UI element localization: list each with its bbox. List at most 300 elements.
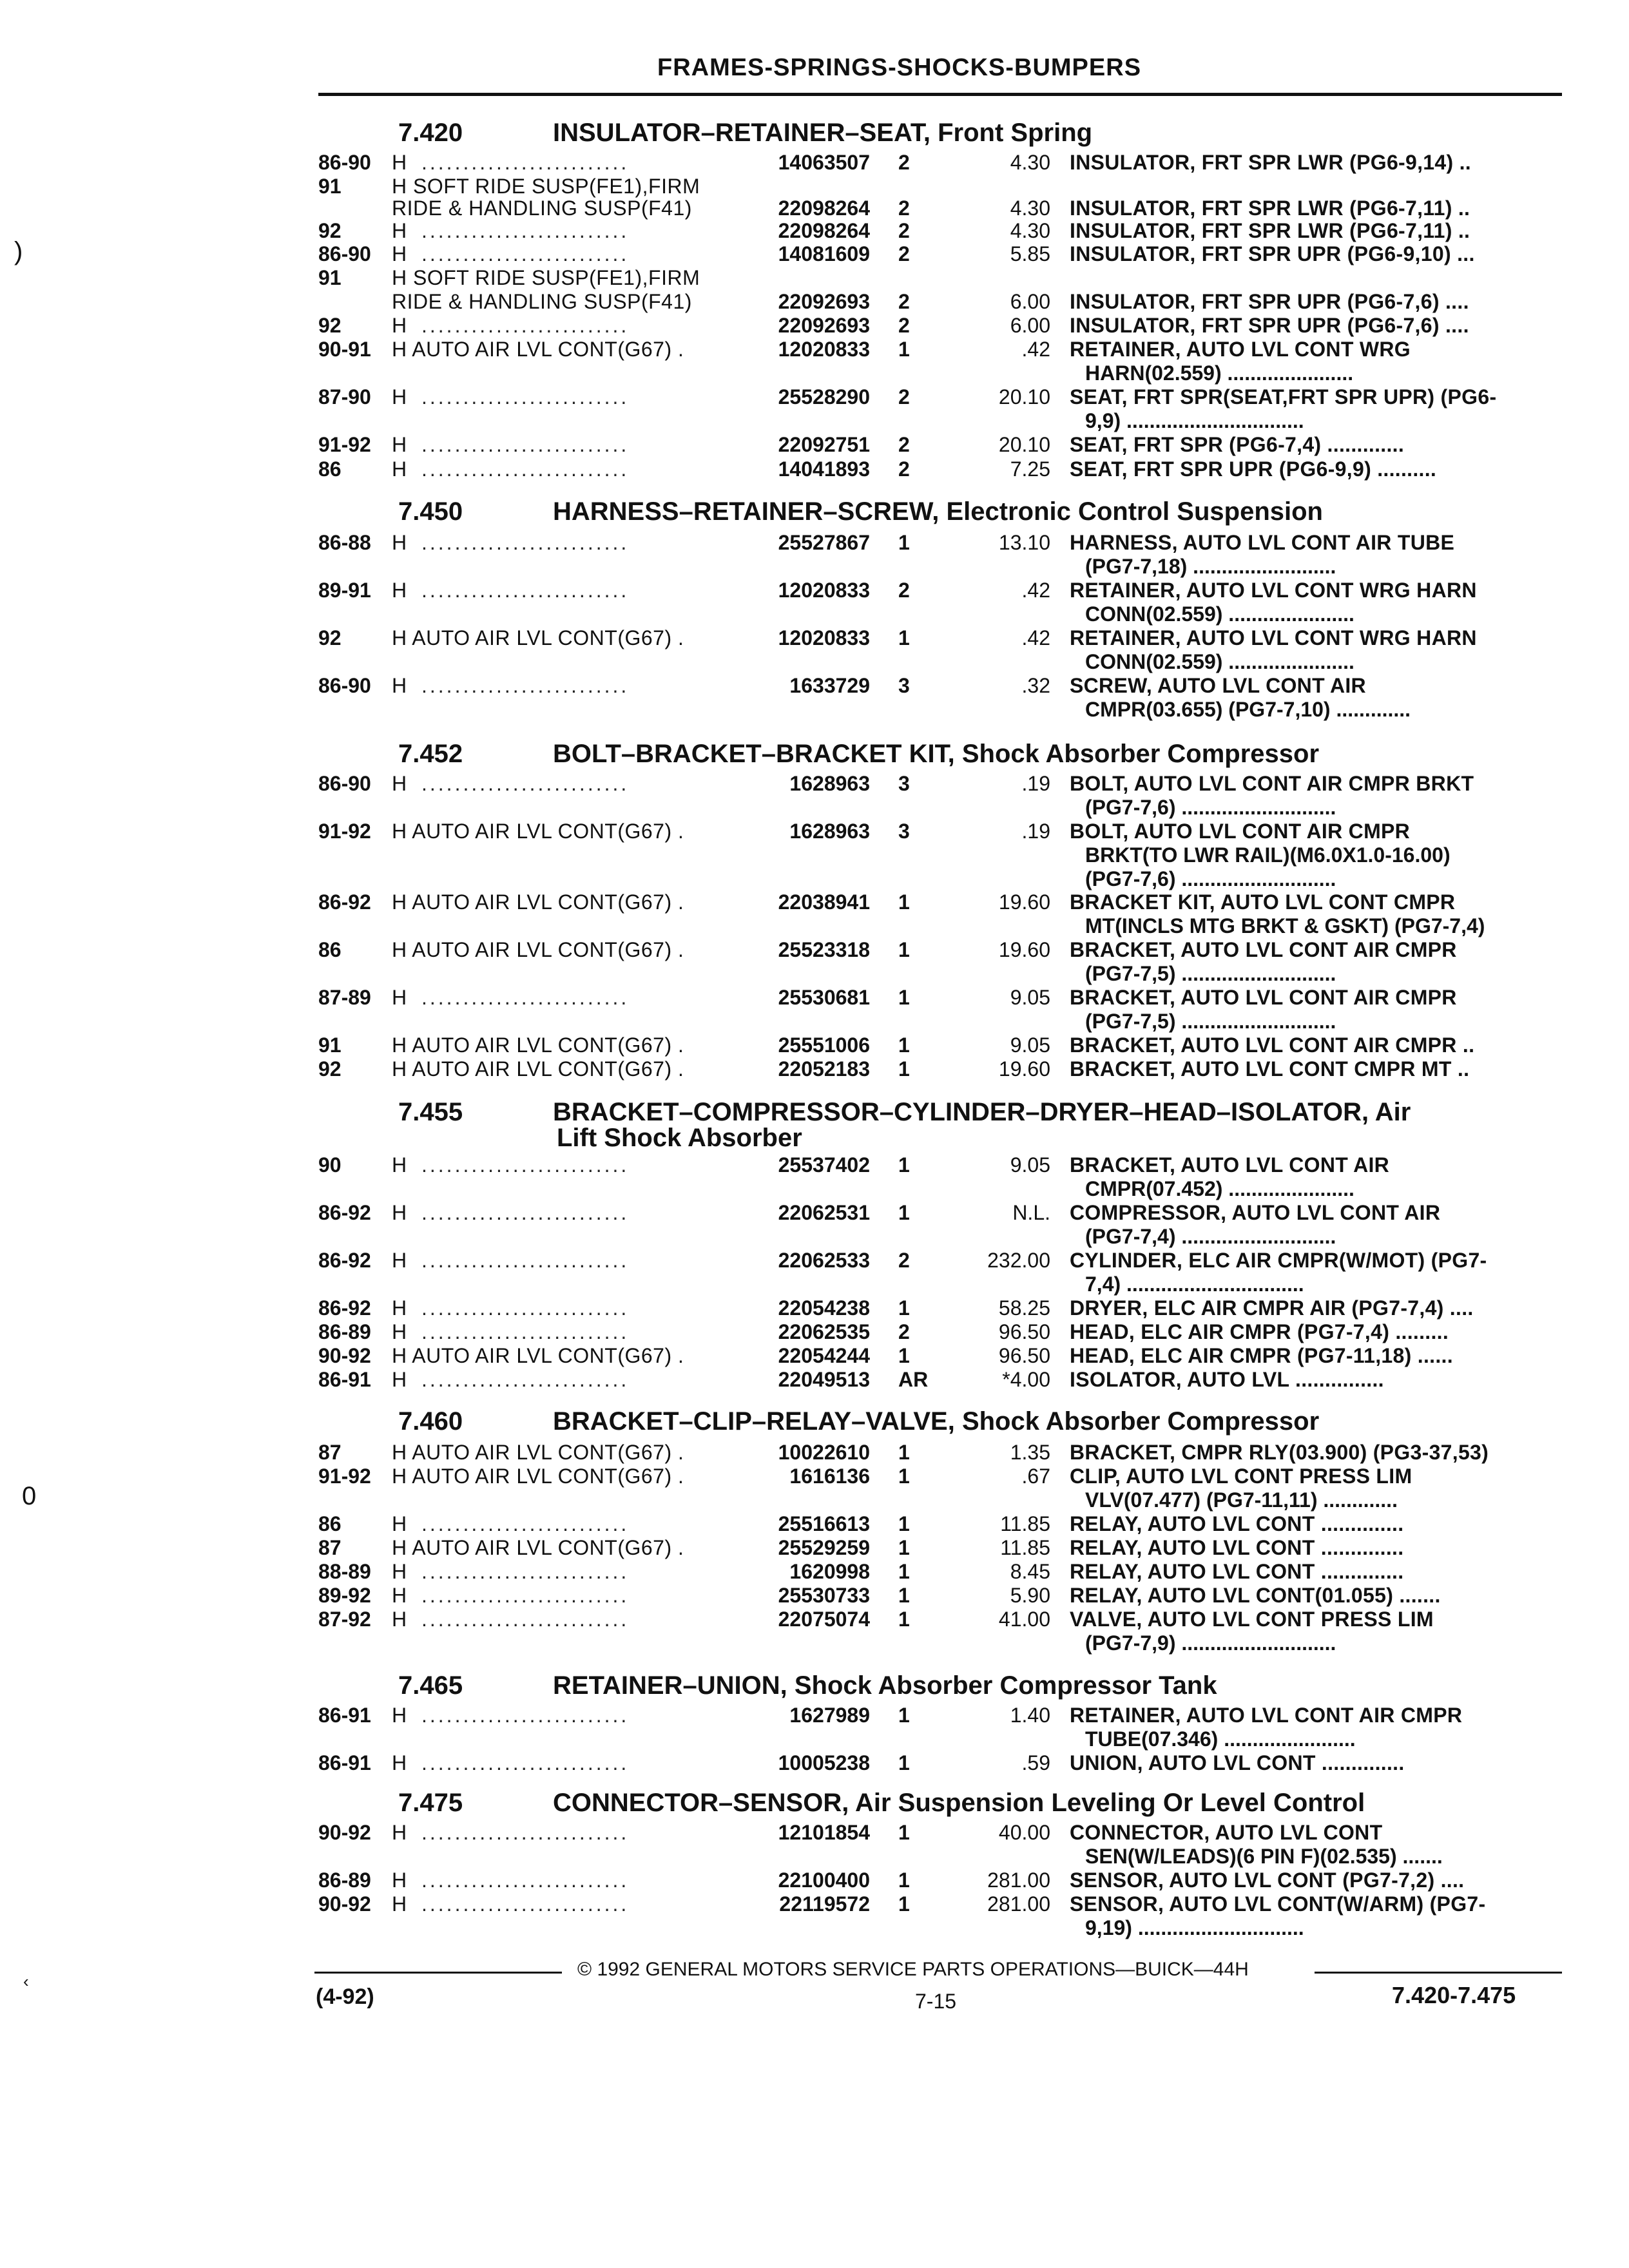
table-row — [318, 1033, 1568, 1058]
price: .42 — [1021, 338, 1050, 361]
part-number: 22052183 — [778, 1057, 870, 1081]
part-number: 12020833 — [778, 579, 870, 602]
table-row — [318, 266, 1568, 291]
usage-description: H AUTO AIR LVL CONT(G67) . — [392, 820, 684, 843]
price: 281.00 — [987, 1869, 1050, 1892]
quantity: 1 — [898, 531, 910, 554]
usage-description: H AUTO AIR LVL CONT(G67) . — [392, 1441, 684, 1464]
part-number: 22075074 — [778, 1608, 870, 1631]
usage-description: H — [392, 1368, 407, 1391]
usage-description: H — [392, 1560, 407, 1583]
model-years: 86-89 — [318, 1869, 371, 1892]
table-row — [318, 772, 1568, 796]
part-number: 1627989 — [789, 1704, 870, 1727]
part-name: INSULATOR, FRT SPR UPR (PG6-7,6) .... — [1070, 290, 1469, 313]
price: .67 — [1021, 1465, 1050, 1488]
part-name-continued: (PG7-7,5) ........................... — [1085, 962, 1336, 985]
price: 7.25 — [1010, 457, 1050, 481]
usage-description: H AUTO AIR LVL CONT(G67) . — [392, 338, 684, 361]
leader-dots: ......................... — [421, 242, 630, 265]
part-number: 12020833 — [778, 626, 870, 649]
part-name-continued: 7,4) ............................... — [1085, 1273, 1304, 1296]
table-row — [318, 314, 1568, 338]
part-name-continued: 9,9) ............................... — [1085, 409, 1304, 432]
table-row — [318, 1869, 1568, 1893]
price: .19 — [1021, 820, 1050, 843]
part-name-continued: HARN(02.559) ...................... — [1085, 361, 1354, 385]
part-number: 25530681 — [778, 986, 870, 1009]
part-number: 22092693 — [778, 290, 870, 313]
price: 19.60 — [998, 938, 1050, 961]
part-name-continued: CONN(02.559) ...................... — [1085, 650, 1354, 673]
section-number: 7.420 — [398, 119, 463, 147]
part-name: CYLINDER, ELC AIR CMPR(W/MOT) (PG7- — [1070, 1249, 1487, 1272]
quantity: 1 — [898, 1033, 910, 1057]
part-name: INSULATOR, FRT SPR LWR (PG6-7,11) .. — [1070, 197, 1470, 220]
table-row — [318, 626, 1568, 651]
part-number: 25516613 — [778, 1512, 870, 1535]
section-number: 7.460 — [398, 1407, 463, 1436]
leader-dots: ......................... — [421, 1320, 630, 1343]
price: 20.10 — [998, 433, 1050, 456]
price: 9.05 — [1010, 1153, 1050, 1177]
price: 1.40 — [1010, 1704, 1050, 1727]
model-years: 92 — [318, 219, 342, 242]
section-number: 7.450 — [398, 497, 463, 526]
table-row — [318, 890, 1568, 915]
leader-dots: ......................... — [421, 674, 630, 697]
part-name-continued: CONN(02.559) ...................... — [1085, 602, 1354, 626]
leader-dots: ......................... — [421, 1751, 630, 1774]
table-row — [318, 175, 1568, 199]
price: 58.25 — [998, 1296, 1050, 1320]
part-name-continued: VLV(07.477) (PG7-11,11) ............. — [1085, 1488, 1398, 1512]
section-number: 7.475 — [398, 1789, 463, 1817]
table-row — [318, 1201, 1568, 1225]
quantity: 2 — [898, 197, 910, 220]
model-years: 92 — [318, 314, 342, 337]
price: 232.00 — [987, 1249, 1050, 1272]
price: .42 — [1021, 579, 1050, 602]
quantity: 1 — [898, 1560, 910, 1583]
quantity: 2 — [898, 151, 910, 174]
part-name: INSULATOR, FRT SPR LWR (PG6-7,11) .. — [1070, 219, 1470, 242]
price: N.L. — [1012, 1201, 1050, 1224]
part-name: INSULATOR, FRT SPR LWR (PG6-9,14) .. — [1070, 151, 1472, 174]
usage-description: H — [392, 1892, 407, 1916]
part-name-continued: (PG7-7,5) ........................... — [1085, 1010, 1336, 1033]
price: 19.60 — [998, 1057, 1050, 1081]
price: .59 — [1021, 1751, 1050, 1774]
usage-description: H — [392, 219, 407, 242]
price: 4.30 — [1010, 219, 1050, 242]
quantity: 1 — [898, 1441, 910, 1464]
table-row — [318, 1441, 1568, 1465]
part-number: 22100400 — [778, 1869, 870, 1892]
model-years: 86-92 — [318, 890, 371, 914]
leader-dots: ......................... — [421, 1201, 630, 1224]
price: 19.60 — [998, 890, 1050, 914]
usage-description: H — [392, 1584, 407, 1607]
model-years: 90-92 — [318, 1892, 371, 1916]
leader-dots: ......................... — [421, 1608, 630, 1631]
footer-copyright: © 1992 GENERAL MOTORS SERVICE PARTS OPERATIONS—BUICK—44H — [577, 1959, 1249, 1980]
part-name: VALVE, AUTO LVL CONT PRESS LIM — [1070, 1608, 1434, 1631]
quantity: 3 — [898, 772, 910, 795]
part-name: CLIP, AUTO LVL CONT PRESS LIM — [1070, 1465, 1412, 1488]
part-number: 22049513 — [778, 1368, 870, 1391]
table-row — [318, 1584, 1568, 1608]
quantity: AR — [898, 1368, 929, 1391]
quantity: 1 — [898, 1536, 910, 1559]
model-years: 91 — [318, 1033, 342, 1057]
part-name: SEAT, FRT SPR (PG6-7,4) ............. — [1070, 433, 1405, 456]
part-name: BRACKET, AUTO LVL CONT AIR CMPR .. — [1070, 1033, 1475, 1057]
part-number: 22098264 — [778, 197, 870, 220]
quantity: 2 — [898, 433, 910, 456]
section-title-continued: Lift Shock Absorber — [557, 1124, 802, 1152]
usage-description: H — [392, 1153, 407, 1177]
model-years: 86-92 — [318, 1296, 371, 1320]
leader-dots: ......................... — [421, 385, 630, 408]
price: *4.00 — [1002, 1368, 1050, 1391]
quantity: 1 — [898, 1751, 910, 1774]
table-row — [318, 674, 1568, 698]
leader-dots: ......................... — [421, 1560, 630, 1583]
footer-date: (4-92) — [316, 1984, 374, 2009]
table-row — [318, 1560, 1568, 1584]
quantity: 3 — [898, 674, 910, 697]
part-name-continued: CMPR(03.655) (PG7-7,10) ............. — [1085, 698, 1411, 721]
price: 5.85 — [1010, 242, 1050, 265]
table-row — [318, 579, 1568, 603]
price: 6.00 — [1010, 314, 1050, 337]
model-years: 86-89 — [318, 1320, 371, 1343]
leader-dots: ......................... — [421, 151, 630, 174]
model-years: 87-92 — [318, 1608, 371, 1631]
table-row — [318, 1512, 1568, 1537]
section-title: BRACKET–COMPRESSOR–CYLINDER–DRYER–HEAD–ISOLATOR, Air — [553, 1098, 1411, 1126]
part-name: INSULATOR, FRT SPR UPR (PG6-9,10) ... — [1070, 242, 1475, 265]
model-years: 87 — [318, 1441, 342, 1464]
leader-dots: ......................... — [421, 579, 630, 602]
part-number: 12101854 — [778, 1821, 870, 1844]
table-row — [318, 820, 1568, 844]
model-years: 86-92 — [318, 1249, 371, 1272]
part-number: 10022610 — [778, 1441, 870, 1464]
leader-dots: ......................... — [421, 457, 630, 481]
section-title: CONNECTOR–SENSOR, Air Suspension Leveling Or Level Control — [553, 1789, 1365, 1817]
section-number: 7.465 — [398, 1671, 463, 1700]
table-row — [318, 457, 1568, 482]
usage-description: H — [392, 1869, 407, 1892]
price: 281.00 — [987, 1892, 1050, 1916]
part-name-continued: (PG7-7,4) ........................... — [1085, 1225, 1336, 1248]
usage-description: H AUTO AIR LVL CONT(G67) . — [392, 1465, 684, 1488]
quantity: 2 — [898, 457, 910, 481]
part-number: 22038941 — [778, 890, 870, 914]
usage-description: H — [392, 457, 407, 481]
usage-description: H — [392, 579, 407, 602]
model-years: 87 — [318, 1536, 342, 1559]
table-row — [318, 1368, 1568, 1392]
table-row — [318, 1057, 1568, 1082]
model-years: 86-90 — [318, 151, 371, 174]
part-name: RELAY, AUTO LVL CONT .............. — [1070, 1512, 1404, 1535]
model-years: 91 — [318, 175, 342, 198]
part-name: SEAT, FRT SPR(SEAT,FRT SPR UPR) (PG6- — [1070, 385, 1497, 408]
model-years: 86-92 — [318, 1201, 371, 1224]
part-name: SEAT, FRT SPR UPR (PG6-9,9) .......... — [1070, 457, 1437, 481]
part-number: 22098264 — [778, 219, 870, 242]
table-row — [318, 938, 1568, 963]
model-years: 86-91 — [318, 1704, 371, 1727]
leader-dots: ......................... — [421, 1584, 630, 1607]
usage-description: H — [392, 314, 407, 337]
table-row — [318, 1344, 1568, 1369]
usage-description: H — [392, 674, 407, 697]
part-number: 22092751 — [778, 433, 870, 456]
quantity: 1 — [898, 1608, 910, 1631]
model-years: 92 — [318, 626, 342, 649]
model-years: 90-92 — [318, 1344, 371, 1367]
model-years: 86-90 — [318, 772, 371, 795]
leader-dots: ......................... — [421, 1249, 630, 1272]
part-name: BOLT, AUTO LVL CONT AIR CMPR — [1070, 820, 1411, 843]
leader-dots: ......................... — [421, 1368, 630, 1391]
leader-dots: ......................... — [421, 1296, 630, 1320]
price: 8.45 — [1010, 1560, 1050, 1583]
part-number: 22119572 — [779, 1892, 870, 1916]
part-number: 25551006 — [778, 1033, 870, 1057]
part-name-continued: BRKT(TO LWR RAIL)(M6.0X1.0-16.00) — [1085, 843, 1451, 867]
section-header — [398, 1098, 1411, 1127]
margin-mark-mid: 0 — [22, 1482, 37, 1510]
table-row — [318, 197, 1568, 221]
section-header — [398, 1789, 1365, 1818]
quantity: 3 — [898, 820, 910, 843]
footer-rule-left — [314, 1972, 562, 1974]
usage-description: H — [392, 1201, 407, 1224]
usage-description: H — [392, 1751, 407, 1774]
model-years: 90-92 — [318, 1821, 371, 1844]
usage-description: H — [392, 433, 407, 456]
model-years: 91-92 — [318, 433, 371, 456]
price: 9.05 — [1010, 986, 1050, 1009]
leader-dots: ......................... — [421, 772, 630, 795]
quantity: 2 — [898, 1320, 910, 1343]
part-name: CONNECTOR, AUTO LVL CONT — [1070, 1821, 1383, 1844]
part-number: 14081609 — [778, 242, 870, 265]
usage-description: H — [392, 1608, 407, 1631]
quantity: 2 — [898, 290, 910, 313]
part-number: 25530733 — [778, 1584, 870, 1607]
table-row — [318, 151, 1568, 175]
header-rule — [318, 93, 1562, 96]
quantity: 2 — [898, 314, 910, 337]
part-name-continued: (PG7-7,6) ........................... — [1085, 867, 1336, 890]
leader-dots: ......................... — [421, 314, 630, 337]
model-years: 86-90 — [318, 242, 371, 265]
part-name: HEAD, ELC AIR CMPR (PG7-7,4) ......... — [1070, 1320, 1449, 1343]
usage-description: H — [392, 772, 407, 795]
section-title: HARNESS–RETAINER–SCREW, Electronic Control Suspension — [553, 497, 1323, 526]
model-years: 90-91 — [318, 338, 371, 361]
section-title: RETAINER–UNION, Shock Absorber Compressor Tank — [553, 1671, 1217, 1700]
part-name: RELAY, AUTO LVL CONT .............. — [1070, 1560, 1404, 1583]
leader-dots: ......................... — [421, 433, 630, 456]
part-name: BRACKET KIT, AUTO LVL CONT CMPR — [1070, 890, 1456, 914]
table-row — [318, 1608, 1568, 1632]
table-row — [318, 385, 1568, 410]
usage-description: H SOFT RIDE SUSP(FE1),FIRM — [392, 175, 700, 198]
model-years: 86 — [318, 938, 342, 961]
model-years: 87-89 — [318, 986, 371, 1009]
price: 11.85 — [1000, 1536, 1050, 1559]
quantity: 1 — [898, 1584, 910, 1607]
part-name-continued: (PG7-7,18) ......................... — [1085, 555, 1336, 578]
leader-dots: ......................... — [421, 531, 630, 554]
model-years: 91-92 — [318, 820, 371, 843]
table-row — [318, 1536, 1568, 1561]
usage-description: H AUTO AIR LVL CONT(G67) . — [392, 890, 684, 914]
part-number: 14041893 — [778, 457, 870, 481]
part-name: BOLT, AUTO LVL CONT AIR CMPR BRKT — [1070, 772, 1474, 795]
usage-description: H AUTO AIR LVL CONT(G67) . — [392, 1536, 684, 1559]
part-name-continued: CMPR(07.452) ...................... — [1085, 1177, 1354, 1200]
part-number: 14063507 — [778, 151, 870, 174]
part-name: RELAY, AUTO LVL CONT .............. — [1070, 1536, 1404, 1559]
quantity: 1 — [898, 938, 910, 961]
model-years: 91 — [318, 266, 342, 289]
part-name: RELAY, AUTO LVL CONT(01.055) ....... — [1070, 1584, 1441, 1607]
leader-dots: ......................... — [421, 1704, 630, 1727]
footer-rule-right — [1315, 1972, 1562, 1974]
usage-description: H — [392, 531, 407, 554]
part-name: BRACKET, AUTO LVL CONT AIR — [1070, 1153, 1390, 1177]
part-name: RETAINER, AUTO LVL CONT AIR CMPR — [1070, 1704, 1463, 1727]
quantity: 1 — [898, 1465, 910, 1488]
section-number: 7.452 — [398, 740, 463, 768]
quantity: 1 — [898, 1892, 910, 1916]
model-years: 86 — [318, 1512, 342, 1535]
usage-description: H AUTO AIR LVL CONT(G67) . — [392, 938, 684, 961]
quantity: 2 — [898, 1249, 910, 1272]
part-number: 12020833 — [778, 338, 870, 361]
part-number: 25529259 — [778, 1536, 870, 1559]
model-years: 91-92 — [318, 1465, 371, 1488]
price: 20.10 — [998, 385, 1050, 408]
section-title: BOLT–BRACKET–BRACKET KIT, Shock Absorber Compressor — [553, 740, 1320, 768]
model-years: 88-89 — [318, 1560, 371, 1583]
part-name: RETAINER, AUTO LVL CONT WRG — [1070, 338, 1411, 361]
table-row — [318, 1465, 1568, 1489]
table-row — [318, 338, 1568, 362]
part-number: 1628963 — [789, 820, 870, 843]
price: 40.00 — [998, 1821, 1050, 1844]
price: 11.85 — [1000, 1512, 1050, 1535]
section-number: 7.455 — [398, 1098, 463, 1126]
table-row — [318, 219, 1568, 244]
table-row — [318, 290, 1568, 314]
part-name: BRACKET, CMPR RLY(03.900) (PG3-37,53) — [1070, 1441, 1489, 1464]
part-name: BRACKET, AUTO LVL CONT CMPR MT .. — [1070, 1057, 1470, 1081]
price: 13.10 — [998, 531, 1050, 554]
table-row — [318, 1892, 1568, 1917]
part-number: 25537402 — [778, 1153, 870, 1177]
section-header — [398, 119, 1092, 148]
part-name: RETAINER, AUTO LVL CONT WRG HARN — [1070, 626, 1477, 649]
usage-description: RIDE & HANDLING SUSP(F41) — [392, 290, 692, 313]
margin-mark-low: ‹ — [23, 1972, 29, 1991]
section-title: BRACKET–CLIP–RELAY–VALVE, Shock Absorber Compressor — [553, 1407, 1320, 1436]
model-years: 90 — [318, 1153, 342, 1177]
part-name: SENSOR, AUTO LVL CONT (PG7-7,2) .... — [1070, 1869, 1465, 1892]
table-row — [318, 986, 1568, 1010]
price: 1.35 — [1010, 1441, 1050, 1464]
part-number: 22054244 — [778, 1344, 870, 1367]
part-name-continued: MT(INCLS MTG BRKT & GSKT) (PG7-7,4) — [1085, 914, 1485, 937]
part-name: DRYER, ELC AIR CMPR AIR (PG7-7,4) .... — [1070, 1296, 1474, 1320]
part-name: BRACKET, AUTO LVL CONT AIR CMPR — [1070, 986, 1457, 1009]
table-row — [318, 1821, 1568, 1845]
part-number: 22092693 — [778, 314, 870, 337]
quantity: 1 — [898, 986, 910, 1009]
quantity: 1 — [898, 1869, 910, 1892]
part-name-continued: (PG7-7,9) ........................... — [1085, 1631, 1336, 1655]
table-row — [318, 242, 1568, 267]
usage-description: H AUTO AIR LVL CONT(G67) . — [392, 626, 684, 649]
usage-description: H — [392, 242, 407, 265]
usage-description: H — [392, 1249, 407, 1272]
quantity: 1 — [898, 1153, 910, 1177]
usage-description: H — [392, 1296, 407, 1320]
section-header — [398, 1407, 1319, 1436]
price: 41.00 — [998, 1608, 1050, 1631]
margin-mark-top: ) — [14, 237, 23, 265]
leader-dots: ......................... — [421, 1821, 630, 1844]
table-row — [318, 1153, 1568, 1178]
table-row — [318, 433, 1568, 457]
usage-description: H — [392, 1704, 407, 1727]
section-header — [398, 1671, 1217, 1700]
quantity: 1 — [898, 338, 910, 361]
quantity: 1 — [898, 1344, 910, 1367]
part-number: 1633729 — [789, 674, 870, 697]
model-years: 86-88 — [318, 531, 371, 554]
part-name-continued: TUBE(07.346) ....................... — [1085, 1727, 1356, 1751]
leader-dots: ......................... — [421, 986, 630, 1009]
table-row — [318, 531, 1568, 555]
price: 5.90 — [1010, 1584, 1050, 1607]
leader-dots: ......................... — [421, 1892, 630, 1916]
model-years: 86-91 — [318, 1751, 371, 1774]
part-name: RETAINER, AUTO LVL CONT WRG HARN — [1070, 579, 1477, 602]
table-row — [318, 1296, 1568, 1321]
part-number: 1620998 — [789, 1560, 870, 1583]
part-number: 22062535 — [778, 1320, 870, 1343]
part-name: HARNESS, AUTO LVL CONT AIR TUBE — [1070, 531, 1455, 554]
usage-description: H SOFT RIDE SUSP(FE1),FIRM — [392, 266, 700, 289]
table-row — [318, 1320, 1568, 1345]
part-number: 25523318 — [778, 938, 870, 961]
footer-section-range: 7.420-7.475 — [1392, 1982, 1516, 2008]
model-years: 89-92 — [318, 1584, 371, 1607]
quantity: 1 — [898, 626, 910, 649]
part-name: INSULATOR, FRT SPR UPR (PG6-7,6) .... — [1070, 314, 1469, 337]
table-row — [318, 1751, 1568, 1776]
quantity: 1 — [898, 890, 910, 914]
